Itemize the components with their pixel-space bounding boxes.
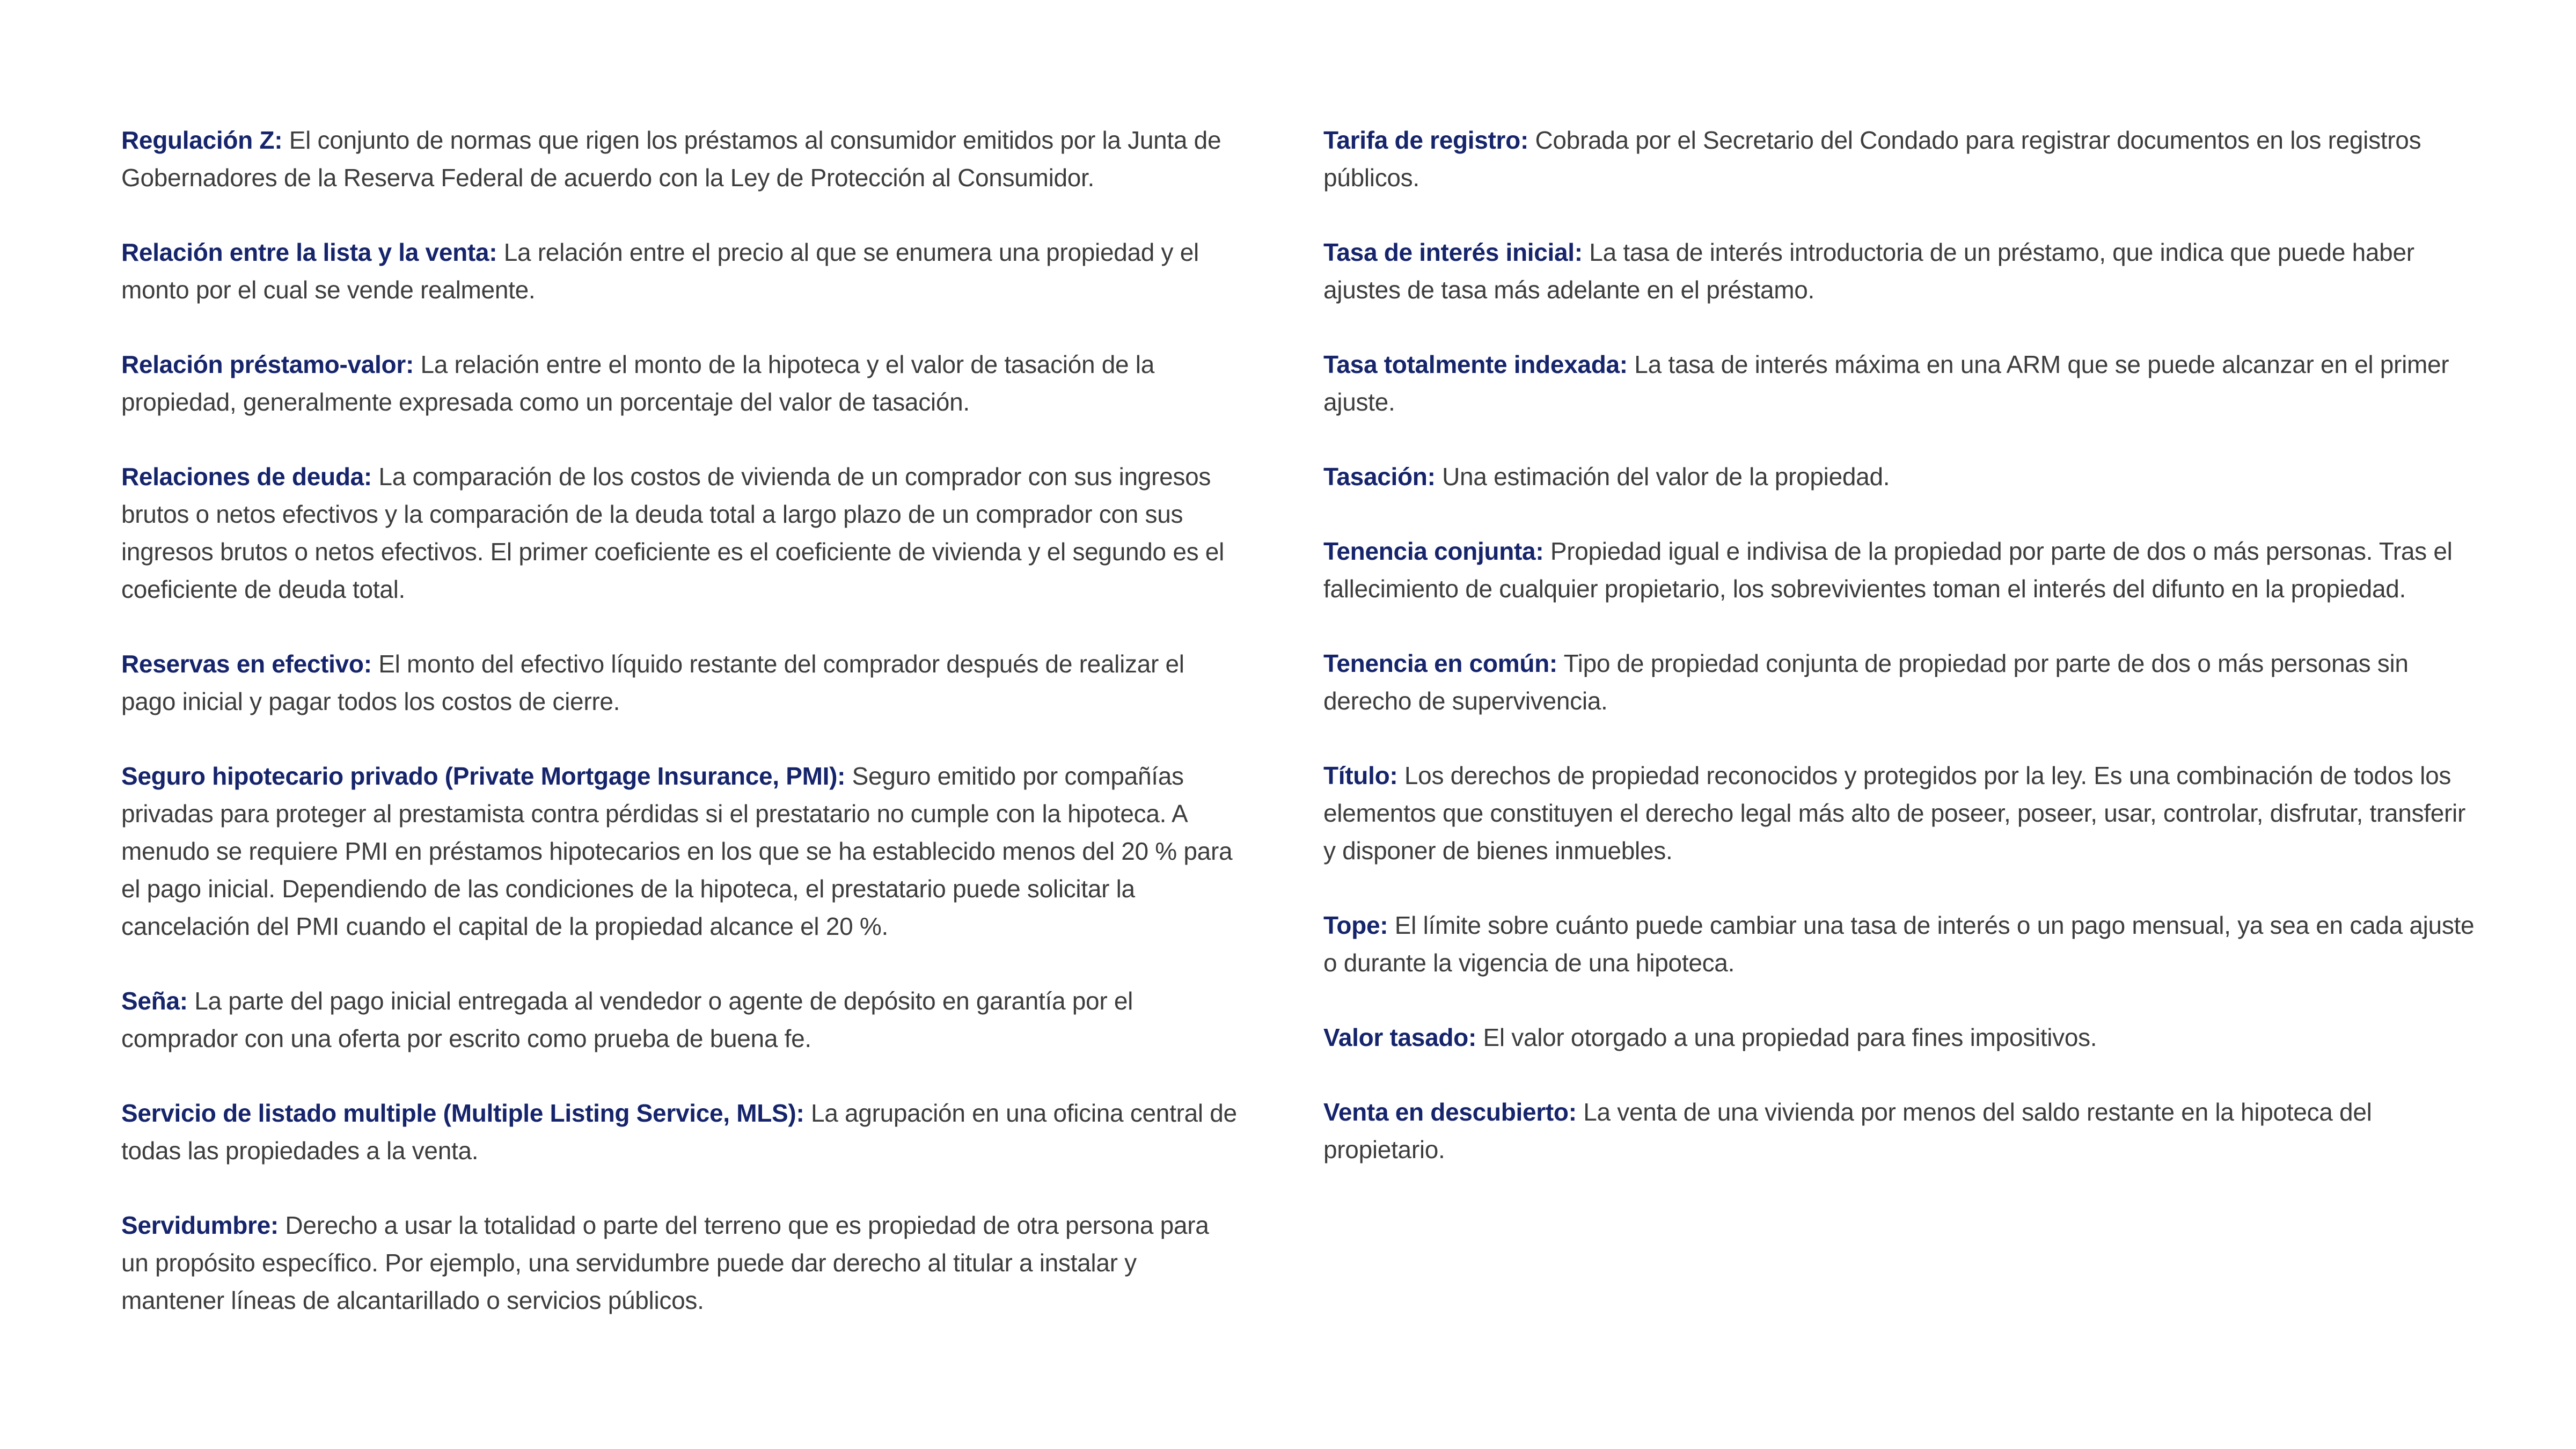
glossary-definition: Propiedad igual e indivisa de la propiedad por parte de dos o más personas. Tras el fallecimiento de cualquier propietario, los sobrevivientes toman el interés del difunto en la propiedad. [1323, 537, 2453, 603]
glossary-definition: La parte del pago inicial entregada al vendedor o agente de depósito en garantía por el comprador con una oferta por escrito como prueba de buena fe. [121, 987, 1133, 1052]
glossary-definition: El límite sobre cuánto puede cambiar una tasa de interés o un pago mensual, ya sea en cada ajuste o durante la vigencia de una hipoteca. [1323, 911, 2475, 977]
glossary-definition: El conjunto de normas que rigen los préstamos al consumidor emitidos por la Junta de Gobernadores de la Reserva Federal de acuerdo con la Ley de Protección al Consumidor. [121, 126, 1221, 192]
glossary-entry-sena [121, 982, 1238, 1057]
glossary-term: Servidumbre: [121, 1211, 279, 1239]
glossary-term: Tasa de interés inicial: [1323, 238, 1583, 266]
glossary-term: Tarifa de registro: [1323, 126, 1528, 154]
glossary-term: Seña: [121, 987, 188, 1015]
glossary-term: Tasa totalmente indexada: [1323, 350, 1628, 378]
glossary-term: Relaciones de deuda: [121, 463, 372, 491]
glossary-definition: La comparación de los costos de vivienda de un comprador con sus ingresos brutos o netos efectivos y la comparación de la deuda total a largo plazo de un comprador con sus ingresos brutos o netos efectivos. El primer coeficiente es el coeficiente de vivienda y el segundo es el coeficiente de deuda total. [121, 463, 1224, 603]
glossary-definition: El monto del efectivo líquido restante del comprador después de realizar el pago inicial y pagar todos los costos de cierre. [121, 650, 1184, 715]
glossary-entry-relacion-prestamo-valor [121, 346, 1238, 421]
glossary-definition: Derecho a usar la totalidad o parte del terreno que es propiedad de otra persona para un propósito específico. Por ejemplo, una servidumbre puede dar derecho al titular a instalar y mantener líneas de alcantarillado o servicios públicos. [121, 1211, 1209, 1314]
glossary-entry-servicio-listado-multiple [121, 1094, 1238, 1169]
glossary-definition: Seguro emitido por compañías privadas para proteger al prestamista contra pérdidas si el prestatario no cumple con la hipoteca. A menudo se requiere PMI en préstamos hipotecarios en los que se ha establecido menos del 20 % para el pago inicial. Dependiendo de las condiciones de la hipoteca, el prestatario puede solicitar la cancelación del PMI cuando el capital de la propiedad alcance el 20 %. [121, 762, 1233, 940]
glossary-definition: La relación entre el precio al que se enumera una propiedad y el monto por el cual se vende realmente. [121, 238, 1199, 304]
glossary-term: Tenencia conjunta: [1323, 537, 1544, 565]
glossary-entry-tasa-interes-inicial [1323, 233, 2477, 309]
glossary-term: Valor tasado: [1323, 1023, 1476, 1051]
glossary-entry-seguro-hipotecario-privado [121, 757, 1238, 945]
glossary-entry-regulacion-z [121, 121, 1238, 196]
glossary-definition: La venta de una vivienda por menos del saldo restante en la hipoteca del propietario. [1323, 1098, 2372, 1163]
glossary-entry-tasa-totalmente-indexada [1323, 346, 2477, 421]
glossary-term: Regulación Z: [121, 126, 283, 154]
glossary-term: Seguro hipotecario privado (Private Mortgage Insurance, PMI): [121, 762, 846, 790]
glossary-definition: Los derechos de propiedad reconocidos y protegidos por la ley. Es una combinación de todos los elementos que constituyen el derecho legal más alto de poseer, poseer, usar, controlar, disfrutar, transferir y disponer de bienes inmuebles. [1323, 762, 2465, 865]
glossary-definition: La relación entre el monto de la hipoteca y el valor de tasación de la propiedad, generalmente expresada como un porcentaje del valor de tasación. [121, 350, 1154, 416]
glossary-definition: La tasa de interés máxima en una ARM que se puede alcanzar en el primer ajuste. [1323, 350, 2449, 416]
glossary-term: Tope: [1323, 911, 1388, 939]
glossary-term: Venta en descubierto: [1323, 1098, 1577, 1126]
glossary-definition: La agrupación en una oficina central de todas las propiedades a la venta. [121, 1099, 1237, 1165]
glossary-entry-valor-tasado [1323, 1019, 2477, 1056]
glossary-entry-tope [1323, 906, 2477, 982]
glossary-term: Servicio de listado multiple (Multiple Listing Service, MLS): [121, 1099, 804, 1127]
glossary-term: Relación préstamo-valor: [121, 350, 414, 378]
glossary-entry-relaciones-deuda [121, 458, 1238, 608]
glossary-definition: El valor otorgado a una propiedad para fines impositivos. [1483, 1023, 2097, 1051]
glossary-term: Título: [1323, 762, 1398, 789]
glossary-term: Tasación: [1323, 463, 1436, 491]
glossary-entry-venta-descubierto [1323, 1093, 2477, 1168]
glossary-entry-tenencia-conjunta [1323, 532, 2477, 608]
glossary-entry-servidumbre [121, 1206, 1238, 1319]
glossary-term: Relación entre la lista y la venta: [121, 238, 497, 266]
glossary-definition: Cobrada por el Secretario del Condado para registrar documentos en los registros públicos. [1323, 126, 2421, 192]
glossary-entry-titulo [1323, 757, 2477, 869]
glossary-entry-tarifa-registro [1323, 121, 2477, 196]
glossary-left-column [121, 121, 1238, 1356]
glossary-term: Tenencia en común: [1323, 649, 1557, 677]
glossary-definition: Una estimación del valor de la propiedad. [1442, 463, 1890, 491]
glossary-right-column [1323, 121, 2477, 1205]
glossary-entry-reservas-efectivo [121, 645, 1238, 720]
glossary-definition: Tipo de propiedad conjunta de propiedad por parte de dos o más personas sin derecho de supervivencia. [1323, 649, 2409, 715]
glossary-entry-tasacion [1323, 458, 2477, 495]
glossary-definition: La tasa de interés introductoria de un préstamo, que indica que puede haber ajustes de tasa más adelante en el préstamo. [1323, 238, 2414, 304]
glossary-entry-tenencia-comun [1323, 645, 2477, 720]
glossary-entry-relacion-lista-venta [121, 233, 1238, 309]
glossary-term: Reservas en efectivo: [121, 650, 372, 678]
